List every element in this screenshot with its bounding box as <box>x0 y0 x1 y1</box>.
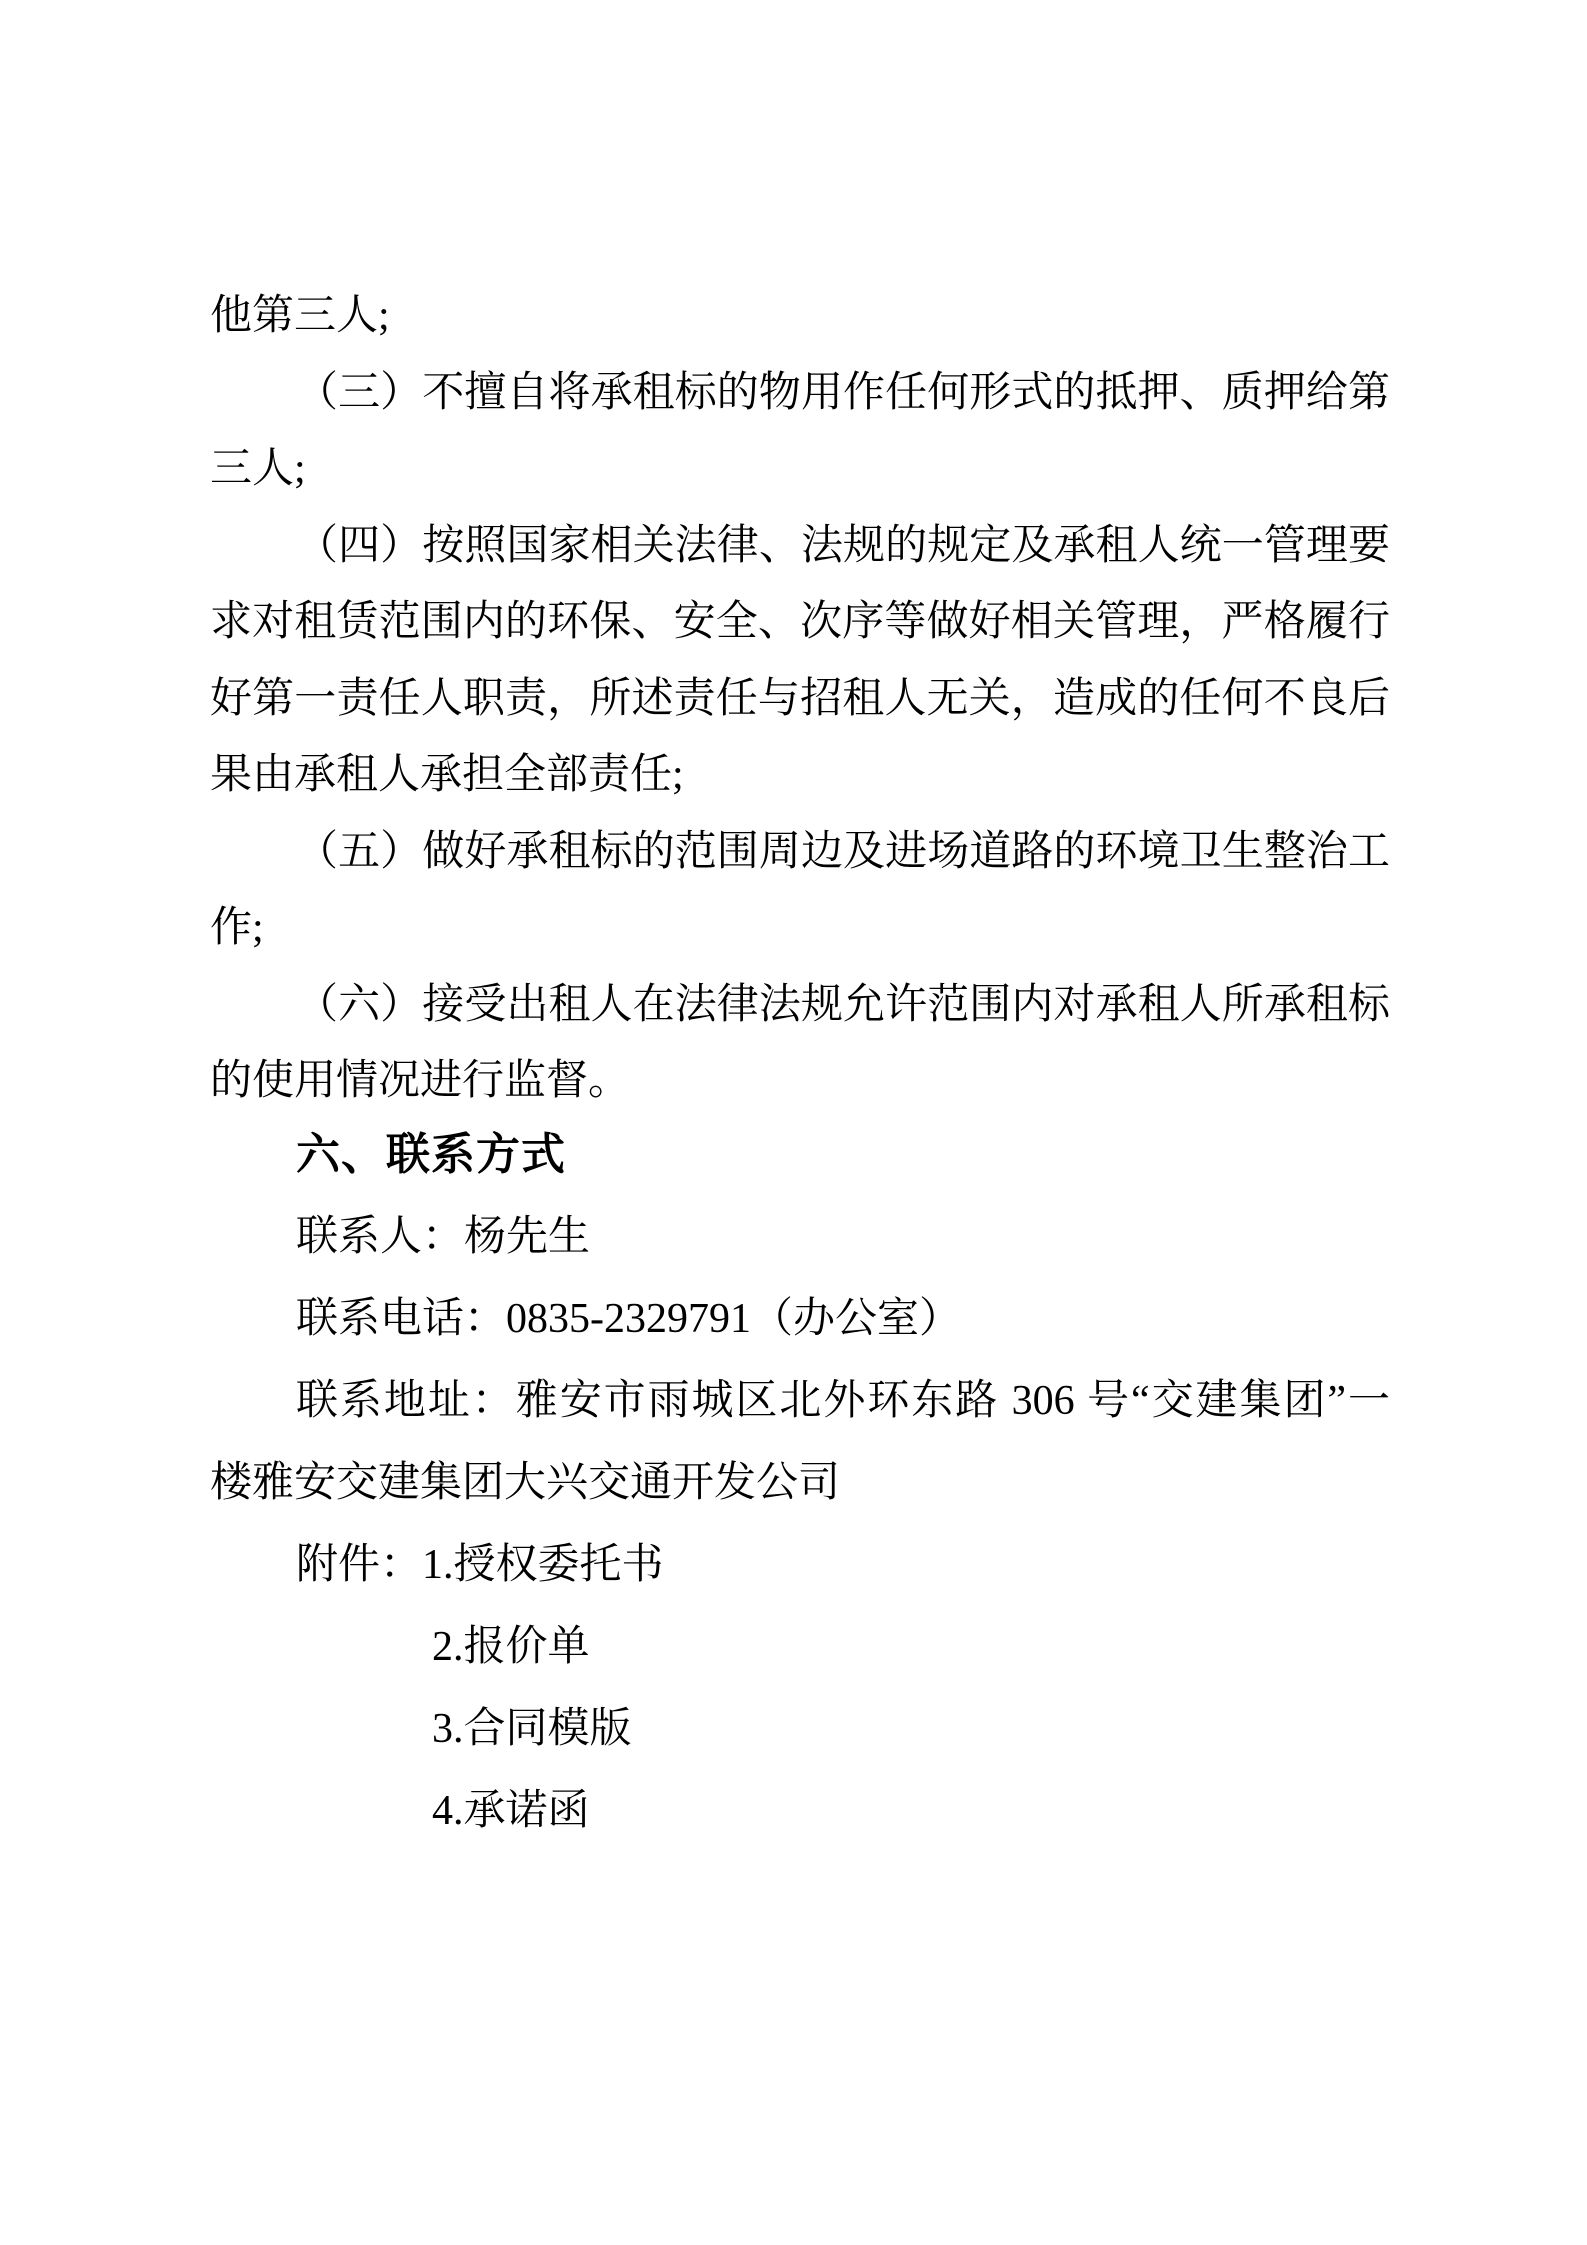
clause-6-start: （六）接受出租人在法律法规允许范围内对承租人所承租标 <box>296 981 1390 1028</box>
contact-phone-line: 联系电话：0835-2329791（办公室） <box>296 1296 961 1342</box>
attachment-item-3: 3.合同模版 <box>432 1706 632 1752</box>
attachments-line-1: 附件：1.授权委托书 <box>296 1542 664 1588</box>
body-paragraphs <box>210 278 1390 1120</box>
clause-3-start: （三）不擅自将承租标的物用作任何形式的抵押、质押给第 <box>296 369 1390 416</box>
clause-6-tail: 的使用情况进行监督。 <box>210 1058 631 1104</box>
contact-person-line: 联系人：杨先生 <box>296 1214 591 1260</box>
clause-4-line-2: 求对租赁范围内的环保、安全、次序等做好相关管理，严格履行 <box>210 599 1390 645</box>
clause-4-line-3: 好第一责任人职责，所述责任与招租人无关，造成的任何不良后 <box>210 675 1390 722</box>
clause-2-tail: 他第三人; <box>210 293 390 339</box>
clause-4-tail: 果由承租人承担全部责任; <box>210 752 684 798</box>
clause-5-start: （五）做好承租标的范围周边及进场道路的环境卫生整治工 <box>296 828 1390 875</box>
section-heading: 六、联系方式 <box>296 1129 566 1180</box>
contact-address-line-1: 联系地址：雅安市雨城区北外环东路 306 号“交建集团”一 <box>296 1378 1390 1424</box>
clause-3-tail: 三人; <box>210 446 306 492</box>
contact-section <box>210 1114 1390 1852</box>
attachment-item-4: 4.承诺函 <box>432 1788 590 1834</box>
attachment-item-2: 2.报价单 <box>432 1624 590 1670</box>
contact-address-line-2: 楼雅安交建集团大兴交通开发公司 <box>210 1460 841 1506</box>
clause-4-start: （四）按照国家相关法律、法规的规定及承租人统一管理要 <box>296 522 1390 569</box>
clause-5-tail: 作; <box>210 905 264 951</box>
